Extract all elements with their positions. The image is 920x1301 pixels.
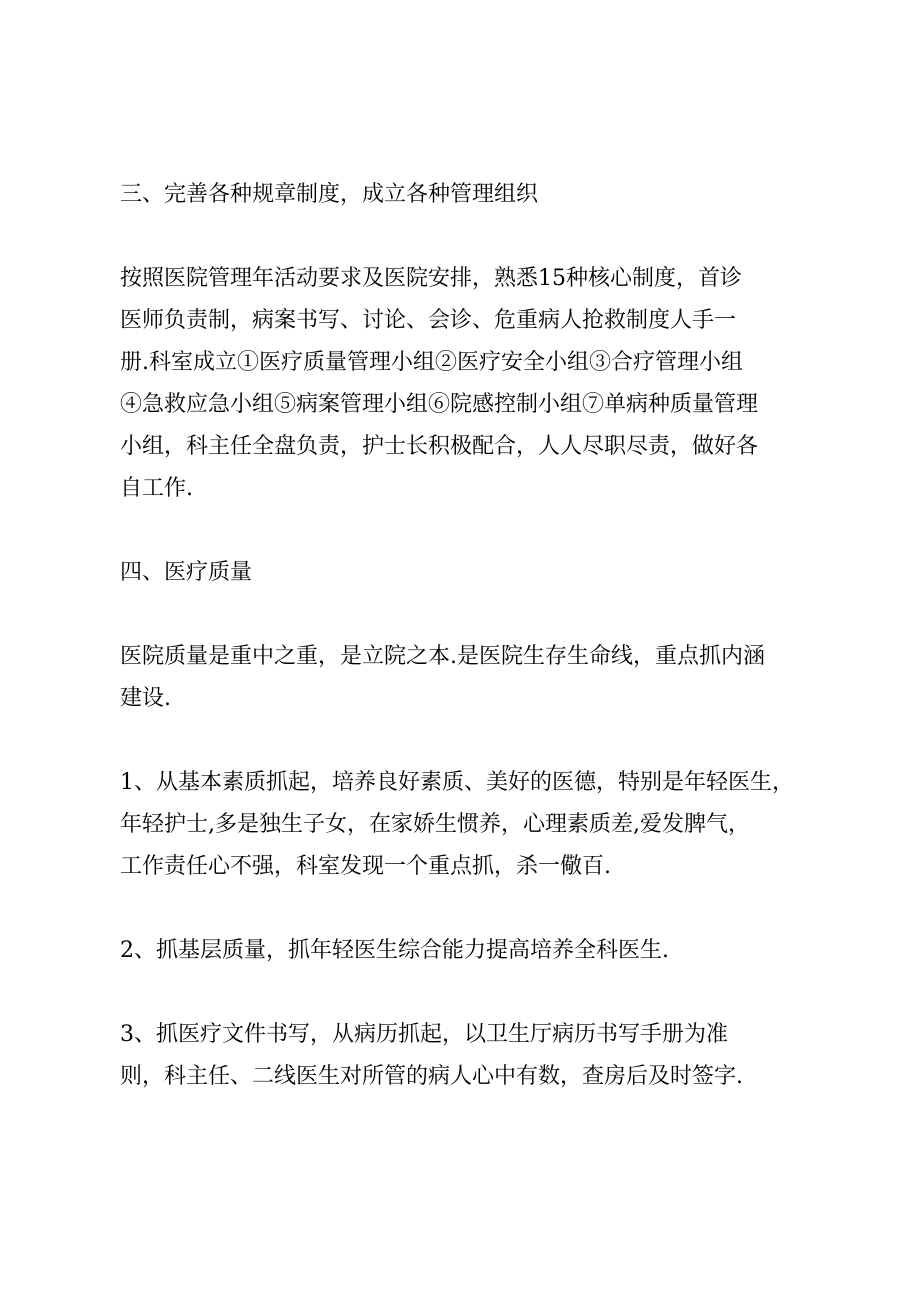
paragraph-gap <box>120 720 810 762</box>
paragraph-line: 册.科室成立①医疗质量管理小组②医疗安全小组③合疗管理小组 <box>120 350 743 375</box>
paragraph-line: 按照医院管理年活动要求及医院安排，熟悉15种核心制度，首诊 <box>120 266 742 291</box>
list-item-1 <box>120 762 810 888</box>
heading-text: 四、医疗质量 <box>120 560 253 585</box>
paragraph-gap <box>120 972 810 1014</box>
paragraph-line: 医师负责制，病案书写、讨论、会诊、危重病人抢救制度人手一 <box>120 308 737 333</box>
paragraph-line: 建设. <box>120 686 171 711</box>
section-heading-3 <box>120 174 810 216</box>
list-item-line: 1、从基本素质抓起，培养良好素质、美好的医德，特别是年轻医生， <box>120 770 794 795</box>
paragraph-gap <box>120 216 810 258</box>
list-item-line: 3、抓医疗文件书写，从病历抓起，以卫生厅病历书写手册为准 <box>120 1022 728 1047</box>
list-item-line: 则，科主任、二线医生对所管的病人心中有数，查房后及时签字. <box>120 1064 743 1089</box>
paragraph-line: 医院质量是重中之重，是立院之本.是医院生存生命线，重点抓内涵 <box>120 644 765 669</box>
paragraph-line: ④急救应急小组⑤病案管理小组⑥院感控制小组⑦单病种质量管理 <box>120 392 759 417</box>
section-3-paragraph <box>120 258 810 510</box>
list-item-2 <box>120 930 810 972</box>
paragraph-line: 小组，科主任全盘负责，护士长积极配合，人人尽职尽责，做好各 <box>120 434 759 459</box>
paragraph-line: 自工作. <box>120 476 193 501</box>
document-body <box>120 174 810 1098</box>
section-heading-4 <box>120 552 810 594</box>
list-item-line: 工作责任心不强，科室发现一个重点抓，杀一儆百. <box>120 854 611 879</box>
section-4-paragraph <box>120 636 810 720</box>
heading-text: 三、完善各种规章制度，成立各种管理组织 <box>120 182 539 207</box>
paragraph-gap <box>120 594 810 636</box>
paragraph-gap <box>120 510 810 552</box>
list-item-line: 年轻护士,多是独生子女，在家娇生惯养，心理素质差,爱发脾气， <box>120 812 750 837</box>
list-item-3 <box>120 1014 810 1098</box>
list-item-line: 2、抓基层质量，抓年轻医生综合能力提高培养全科医生. <box>120 938 669 963</box>
paragraph-gap <box>120 888 810 930</box>
